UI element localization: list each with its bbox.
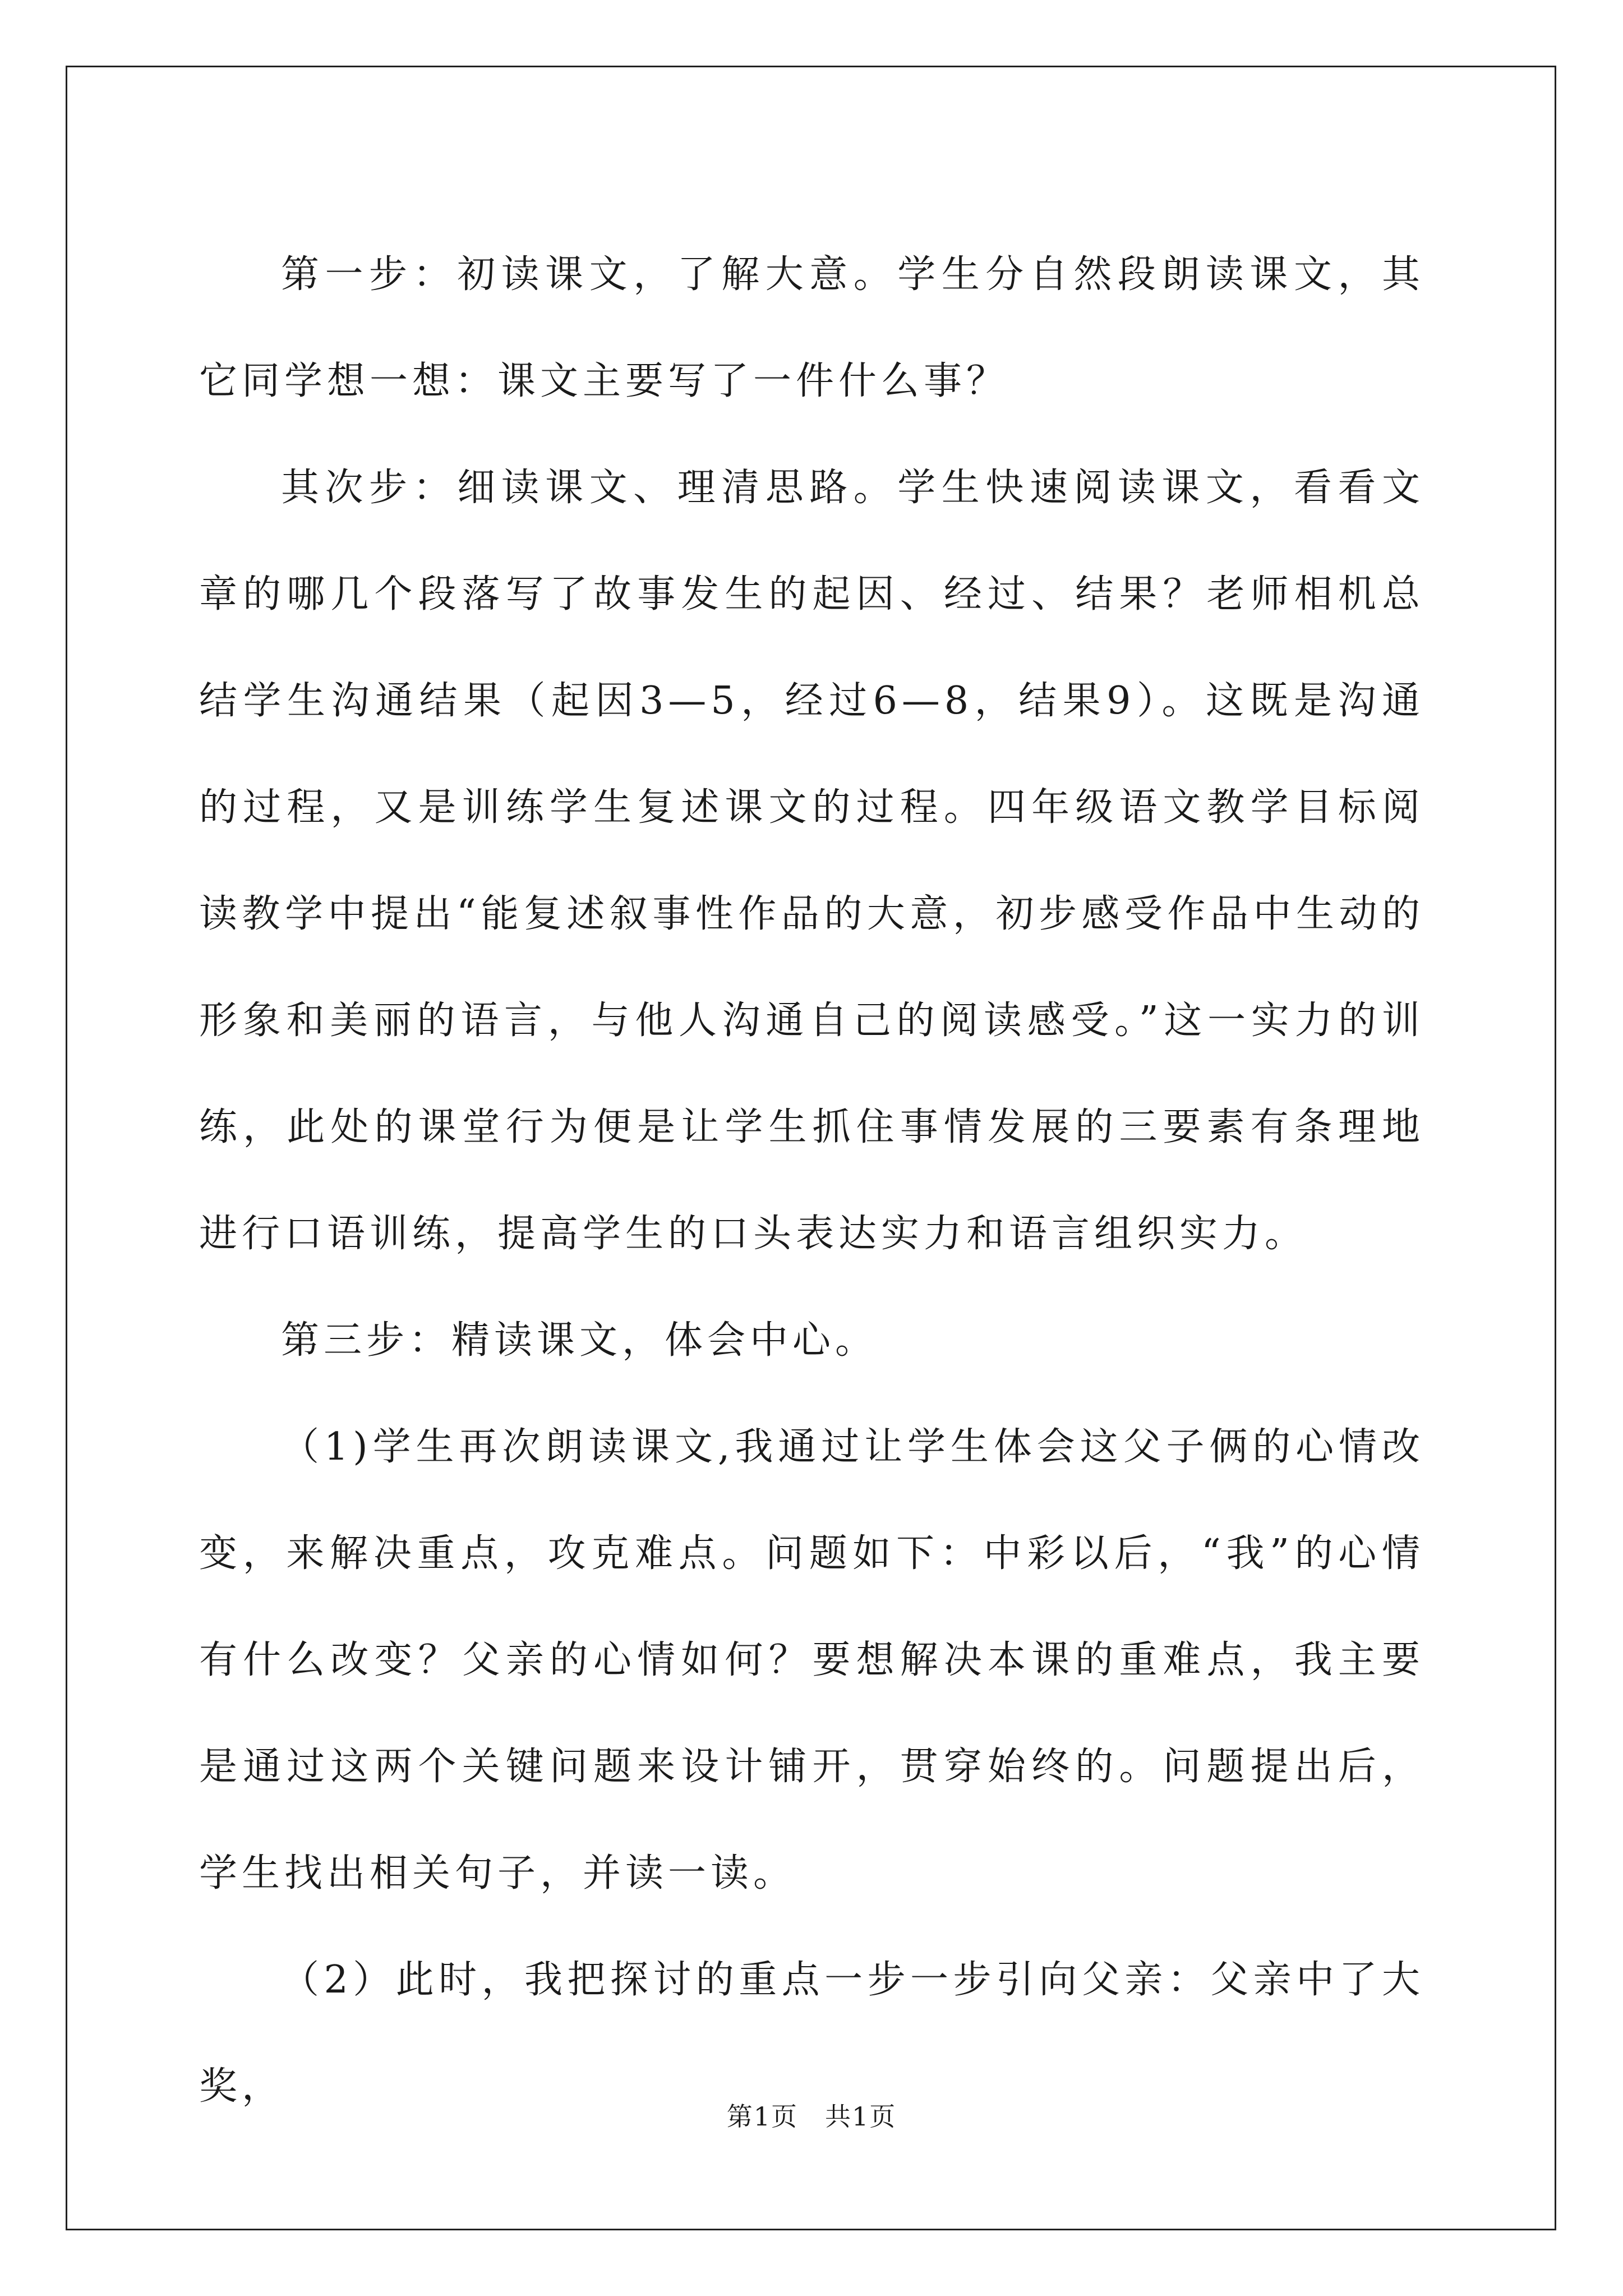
page-number-label: 第1页 共1页 [726,2101,897,2132]
paragraph-point-one: （1)学生再次朗读课文,我通过让学生体会这父子俩的心情改变，来解决重点，攻克难点。问题如下：中彩以后，“我”的心情有什么改变？父亲的心情如何？要想解决本课的重难点，我主要是通过这两个关键问题来设计铺开，贯穿始终的。问题提出后，学生找出相关句子，并读一读。 [199,1425,1424,1895]
paragraph-step-three: 第三步：精读课文，体会中心。 [281,1318,878,1363]
document-body [199,222,1424,2140]
page-footer [0,2100,1623,2133]
paragraph-step-two: 其次步：细读课文、理清思路。学生快速阅读课文，看看文章的哪几个段落写了故事发生的起因、经过、结果？老师相机总结学生沟通结果（起因3—5，经过6—8，结果9）。这既是沟通的过程，又是训练学生复述课文的过程。四年级语文教学目标阅读教学中提出“能复述叙事性作品的大意，初步感受作品中生动的形象和美丽的语言，与他人沟通自己的阅读感受。”这一实力的训练，此处的课堂行为便是让学生抓住事情发展的三要素有条理地进行口语训练，提高学生的口头表达实力和语言组织实力。 [199,466,1424,1256]
paragraph-step-one: 第一步：初读课文，了解大意。学生分自然段朗读课文，其它同学想一想：课文主要写了一件什么事？ [199,252,1424,403]
paragraph-point-two: （2）此时，我把探讨的重点一步一步引向父亲：父亲中了大奖， [199,1958,1424,2109]
